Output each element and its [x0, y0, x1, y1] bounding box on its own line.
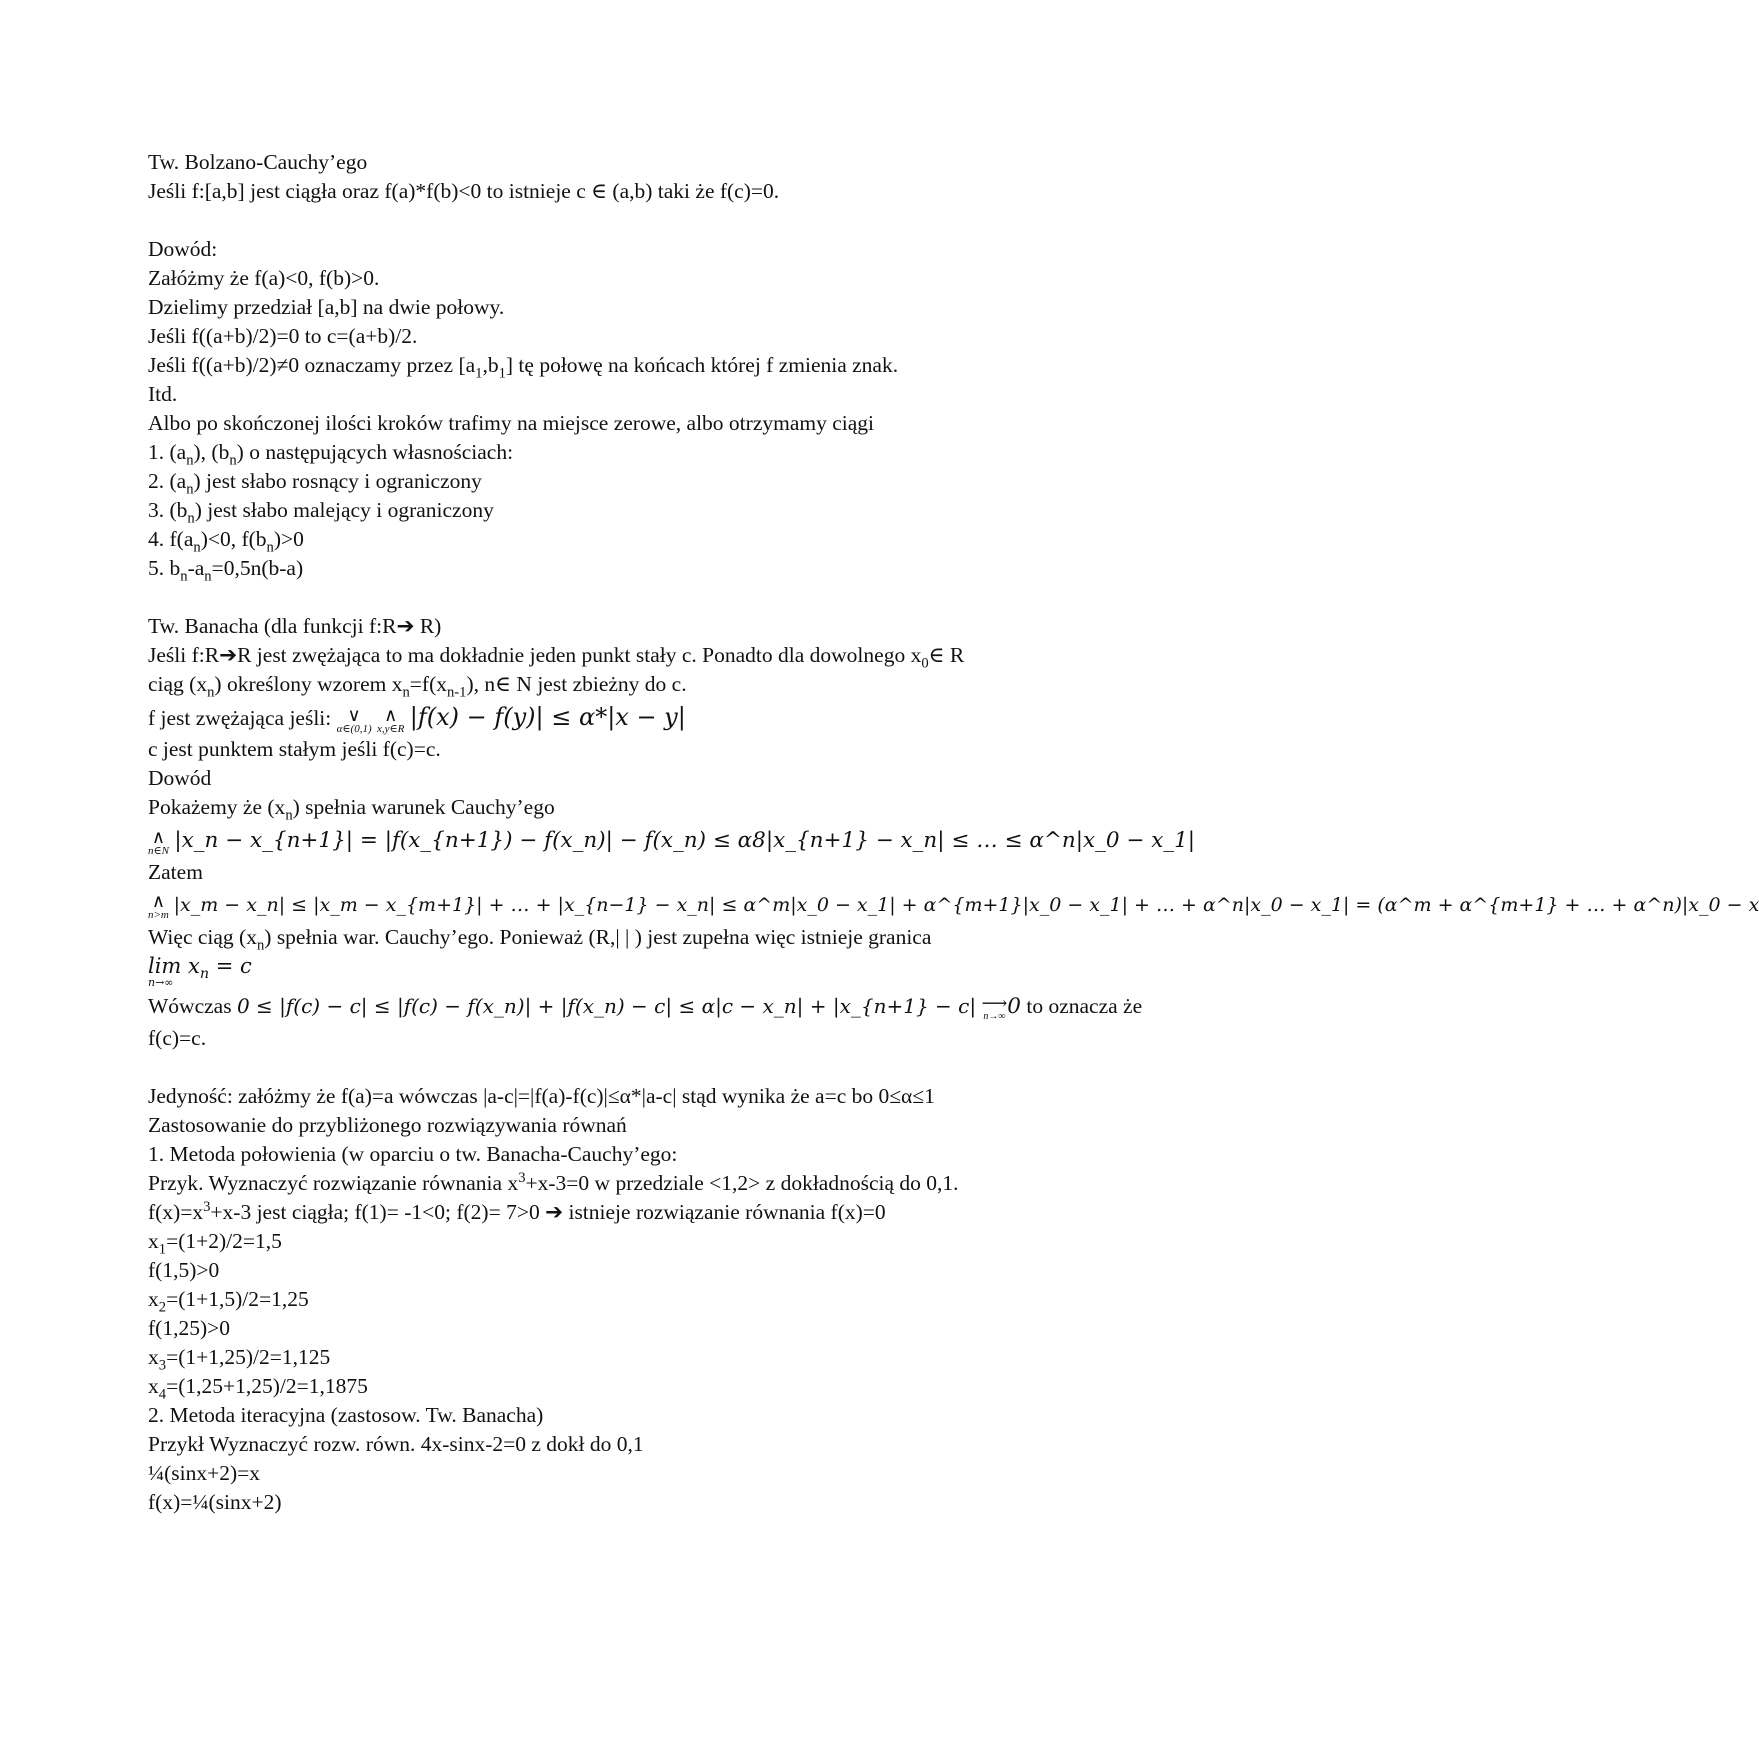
text-run: ∈ R	[928, 643, 965, 667]
quantifier-symbol: ∧	[151, 826, 166, 847]
equation-line: ¼(sinx+2)=x	[148, 1461, 261, 1485]
list-item	[148, 496, 1228, 525]
quantifier-index: α∈(0,1)	[336, 722, 372, 735]
quantifier-symbol: ∨	[347, 704, 361, 725]
subscript: 1	[498, 365, 506, 382]
iteration-step	[148, 1372, 1228, 1401]
text-run: to oznacza że	[1026, 994, 1143, 1018]
subscript: 3	[158, 1357, 167, 1374]
superscript: 3	[203, 1198, 211, 1215]
text-run: x	[148, 1229, 159, 1253]
iteration-step: f(1,5)>0	[148, 1258, 220, 1282]
text-run: Pokażemy że (x	[148, 795, 286, 819]
proof-line	[148, 923, 1228, 952]
limit-arrow	[981, 994, 1007, 1022]
text-run: Jeśli f((a+b)/2)≠0 oznaczamy przez [a	[148, 353, 476, 377]
document-body	[148, 148, 1759, 1517]
text-run: Wówczas	[148, 994, 232, 1018]
math-formula-line	[148, 887, 1759, 923]
text-run: ) o następujących własnościach:	[236, 440, 514, 464]
quantifier-index: x,y∈R	[377, 722, 405, 735]
text-run: +x-3 jest ciągła; f(1)= -1<0; f(2)= 7>0 ➔ istnieje rozwiązanie równania f(x)=0	[210, 1200, 886, 1224]
text-run: lim x	[148, 954, 200, 979]
method-heading: 1. Metoda połowienia (w oparciu o tw. Banacha-Cauchy’ego:	[148, 1142, 678, 1166]
proof-line	[148, 793, 1228, 822]
uniqueness-line: Jedyność: załóżmy że f(a)=a wówczas |a-c|=|f(a)-f(c)|≤α*|a-c| stąd wynika że a=c bo 0≤α≤1	[148, 1084, 935, 1108]
banach-title: Tw. Banacha (dla funkcji f:R➔ R)	[148, 614, 442, 638]
text-run: 5. b	[148, 556, 181, 580]
proof-heading: Dowód:	[148, 237, 218, 261]
list-item	[148, 525, 1228, 554]
subscript: 0	[921, 655, 929, 672]
example-line: Przykł Wyznaczyć rozw. równ. 4x-sinx-2=0 z dokł do 0,1	[148, 1432, 644, 1456]
subscript: 4	[158, 1386, 167, 1403]
subscript: n	[266, 539, 274, 556]
list-item	[148, 467, 1228, 496]
example-line	[148, 1198, 1228, 1227]
subscript: 2	[158, 1299, 167, 1316]
arrow-label: n→∞	[983, 1011, 1006, 1023]
text-run: x	[148, 1374, 159, 1398]
text-run: x	[148, 1287, 159, 1311]
list-item	[148, 554, 1228, 583]
math-formula: 0 ≤ |f(c) − c| ≤ |f(c) − f(x_n)| + |f(x_n) − c| ≤ α|c − x_n| + |x_{n+1} − c|	[236, 994, 977, 1018]
equation-line: f(x)=¼(sinx+2)	[148, 1490, 282, 1514]
iteration-step	[148, 1285, 1228, 1314]
text-run: -a	[187, 556, 205, 580]
limit-index: n→∞	[148, 976, 174, 990]
forall-quantifier	[148, 892, 169, 921]
proof-line: Albo po skończonej ilości kroków trafimy na miejsce zerowe, albo otrzymamy ciągi	[148, 411, 875, 435]
subscript: n	[204, 568, 212, 585]
subscript: n	[186, 481, 194, 498]
text-run: ) spełnia war. Cauchy’ego. Ponieważ (R,| | ) jest zupełna więc istnieje granica	[264, 925, 932, 949]
spacer	[148, 1053, 1228, 1082]
text-run: =(1+2)/2=1,5	[166, 1229, 282, 1253]
text-run: ) spełnia warunek Cauchy’ego	[292, 795, 555, 819]
subscript: 1	[158, 1241, 167, 1258]
subscript: n	[193, 539, 201, 556]
proof-line	[148, 351, 1228, 380]
subscript: n	[229, 452, 237, 469]
text-run: =(1+1,5)/2=1,25	[166, 1287, 309, 1311]
math-formula: 0	[1007, 994, 1021, 1019]
proof-line: f(c)=c.	[148, 1026, 207, 1050]
quantifier-index: n>m	[148, 909, 169, 922]
arrow-icon: ⟶	[981, 993, 1008, 1014]
math-formula: |f(x) − f(y)| ≤ α*|x − y|	[409, 703, 686, 731]
text-run: ciąg (x	[148, 672, 208, 696]
subscript: n-1	[447, 684, 467, 701]
quantifier-symbol: ∧	[151, 891, 166, 912]
spacer	[148, 206, 1228, 235]
math-formula: |x_n − x_{n+1}| = |f(x_{n+1}) − f(x_n)| − f(x_n) ≤ α8|x_{n+1} − x_n| ≤ … ≤ α^n|x_0 − x_1|	[174, 828, 1196, 853]
superscript: 3	[518, 1169, 526, 1186]
proof-line: Załóżmy że f(a)<0, f(b)>0.	[148, 266, 380, 290]
text-run: +x-3=0 w przedziale <1,2> z dokładnością do 0,1.	[525, 1171, 959, 1195]
subscript: n	[180, 568, 188, 585]
limit-top	[148, 954, 252, 983]
text-run: 3. (b	[148, 498, 188, 522]
subscript: n	[207, 684, 215, 701]
text-run: )>0	[273, 527, 304, 551]
proof-line: Dzielimy przedział [a,b] na dwie połowy.	[148, 295, 505, 319]
text-run: ), (b	[193, 440, 230, 464]
text-run: ), n∈ N jest zbieżny do c.	[466, 672, 687, 696]
iteration-step	[148, 1227, 1228, 1256]
spacer	[148, 583, 1228, 612]
text-run: x	[148, 1345, 159, 1369]
text-run: ,b	[482, 353, 499, 377]
quantifier-symbol: ∧	[384, 704, 398, 725]
proof-line: Zatem	[148, 860, 203, 884]
contraction-definition	[148, 699, 1228, 735]
list-item	[148, 438, 1228, 467]
text-run: ] tę połowę na końcach której f zmienia znak.	[505, 353, 899, 377]
example-line	[148, 1169, 1228, 1198]
text-run: f(x)=x	[148, 1200, 204, 1224]
text-run: =f(x	[409, 672, 447, 696]
forall-quantifier	[148, 828, 169, 857]
subscript: 1	[475, 365, 483, 382]
subscript: n	[199, 966, 210, 983]
forall-quantifier	[377, 706, 404, 735]
proof-line: Itd.	[148, 382, 178, 406]
method-heading: 2. Metoda iteracyjna (zastosow. Tw. Banacha)	[148, 1403, 544, 1427]
text-run: =0,5n(b-a)	[211, 556, 304, 580]
subscript: n	[402, 684, 410, 701]
quantifier-index: n∈N	[148, 844, 169, 857]
text-run: f jest zwężająca jeśli:	[148, 706, 332, 730]
text-run: Jeśli f:R➔R jest zwężająca to ma dokładnie jeden punkt stały c. Ponadto dla dowolnego x	[148, 643, 922, 667]
text-run: 1. (a	[148, 440, 187, 464]
proof-line: Jeśli f((a+b)/2)=0 to c=(a+b)/2.	[148, 324, 418, 348]
subscript: n	[285, 807, 293, 824]
math-formula-line	[148, 822, 1228, 858]
text-run: ) jest słabo malejący i ograniczony	[194, 498, 494, 522]
text-run: = c	[215, 954, 252, 979]
text-run: =(1,25+1,25)/2=1,1875	[166, 1374, 368, 1398]
limit-expression	[148, 956, 252, 988]
subscript: n	[187, 510, 195, 527]
iteration-step: f(1,25)>0	[148, 1316, 230, 1340]
exists-quantifier	[337, 706, 372, 735]
iteration-step	[148, 1343, 1228, 1372]
proof-heading: Dowód	[148, 766, 212, 790]
text-run: 4. f(a	[148, 527, 194, 551]
text-run: Przyk. Wyznaczyć rozwiązanie równania x	[148, 1171, 519, 1195]
math-formula: |x_m − x_n| ≤ |x_m − x_{m+1}| + … + |x_{n−1} − x_n| ≤ α^m|x_0 − x_1| + α^{m+1}|x_0 − x_1| + … + α^n|x_0 − x_1| = (α^m + α^{m+1} + … + α^n)|x_0 − x	[173, 894, 1759, 916]
theorem-statement: Jeśli f:[a,b] jest ciągła oraz f(a)*f(b)<0 to istnieje c ∈ (a,b) taki że f(c)=0.	[148, 179, 780, 203]
banach-statement	[148, 641, 1228, 670]
theorem-title: Tw. Bolzano-Cauchy’ego	[148, 150, 368, 174]
subscript: n	[256, 937, 265, 954]
banach-statement	[148, 670, 1228, 699]
text-run: 2. (a	[148, 469, 187, 493]
limit-formula	[148, 952, 1228, 988]
fixed-point-definition: c jest punktem stałym jeśli f(c)=c.	[148, 737, 441, 761]
text-run: ) jest słabo rosnący i ograniczony	[193, 469, 482, 493]
proof-line	[148, 988, 1228, 1024]
text-run: )<0, f(b	[200, 527, 267, 551]
text-run: ) określony wzorem x	[214, 672, 403, 696]
section-heading: Zastosowanie do przybliżonego rozwiązywania równań	[148, 1113, 627, 1137]
text-run: Więc ciąg (x	[148, 925, 257, 949]
text-run: =(1+1,25)/2=1,125	[166, 1345, 331, 1369]
subscript: n	[186, 452, 194, 469]
